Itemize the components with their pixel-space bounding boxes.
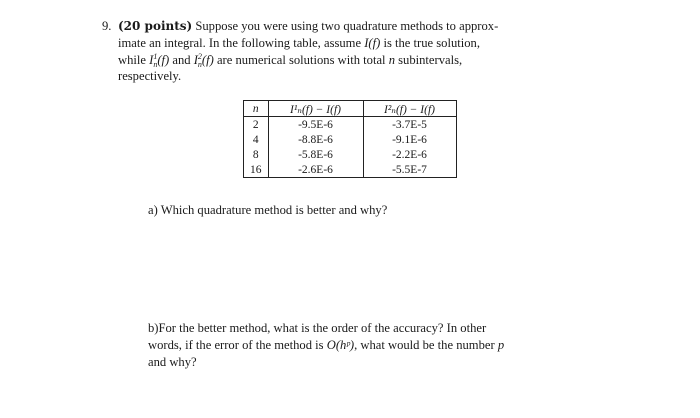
cell-method-2: -3.7E-5 [363, 117, 456, 133]
question-a: a) Which quadrature method is better and why? [148, 203, 388, 217]
question-b-line-3: and why? [148, 355, 197, 369]
true-solution-symbol: I(f) [364, 35, 381, 50]
method-1-symbol: $I^1_n(f)$ [149, 51, 170, 70]
cell-method-1: -5.8E-6 [268, 147, 363, 162]
question-b-line-2: words, if the error of the method is O(hᵖ), what would be the number p [148, 338, 505, 352]
table-row [244, 117, 457, 133]
header-method-2: I²ₙ(f) − I(f) [363, 101, 456, 117]
p-symbol: p [497, 338, 505, 352]
table-header-row [244, 101, 457, 117]
cell-method-1: -2.6E-6 [268, 162, 363, 178]
header-method-1: I¹ₙ(f) − I(f) [268, 101, 363, 117]
question-b [148, 320, 578, 371]
problem-statement [102, 18, 588, 85]
header-n: n [244, 101, 269, 117]
cell-method-1: -9.5E-6 [268, 117, 363, 133]
problem-line-4: respectively. [118, 69, 182, 84]
table-row [244, 132, 457, 147]
cell-n: 4 [244, 132, 269, 147]
cell-method-2: -5.5E-7 [363, 162, 456, 178]
table-row [244, 162, 457, 178]
error-table [243, 100, 457, 178]
method-2-symbol: $I^2_n(f)$ [193, 51, 214, 70]
problem-line-3: while $I^1_n(f)$ and $I^2_n(f)$ are numerical solutions with total n subintervals, [118, 51, 463, 70]
cell-method-2: -2.2E-6 [363, 147, 456, 162]
n-symbol: n [388, 52, 395, 67]
cell-method-2: -9.1E-6 [363, 132, 456, 147]
cell-method-1: -8.8E-6 [268, 132, 363, 147]
cell-n: 16 [244, 162, 269, 178]
cell-n: 8 [244, 147, 269, 162]
order-symbol: O(hᵖ) [326, 338, 355, 352]
table-row [244, 147, 457, 162]
points-label: (20 points) [118, 19, 193, 33]
question-b-line-1: b)For the better method, what is the order of the accuracy? In other [148, 321, 487, 335]
problem-line-2: imate an integral. In the following table, assume I(f) is the true solution, [118, 35, 481, 50]
cell-n: 2 [244, 117, 269, 133]
problem-number: 9. [102, 19, 112, 33]
problem-line-1: (20 points) Suppose you were using two quadrature methods to approx- [118, 19, 499, 33]
